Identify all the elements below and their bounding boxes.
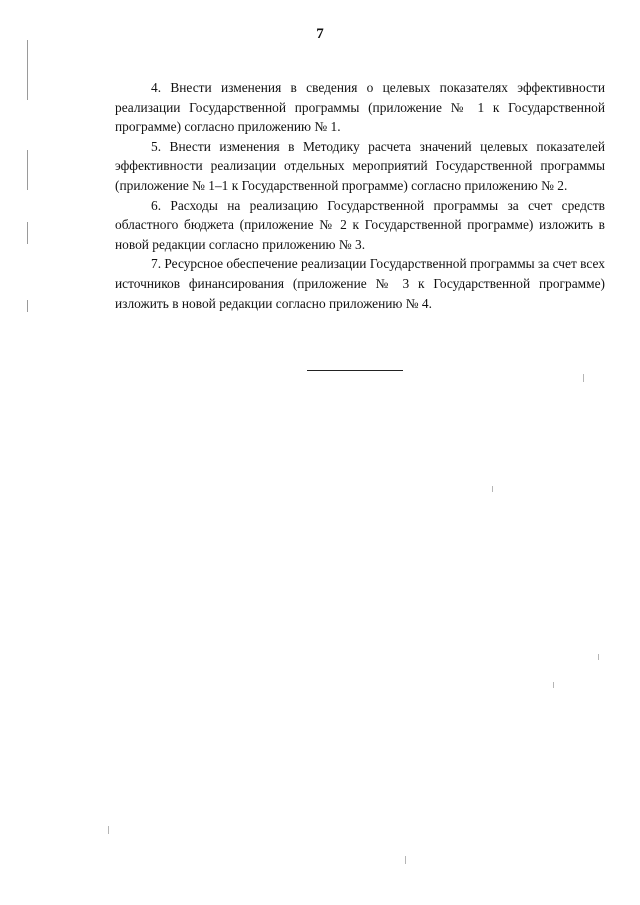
scan-speck	[492, 486, 493, 492]
binding-mark	[27, 300, 28, 312]
paragraph-5: 5. Внести изменения в Методику расчета значений целевых показателей эффективности реализации отдельных мероприятий Государственной программы (приложение № 1–1 к Государственной программе) согласно приложению № 2.	[115, 138, 605, 193]
binding-mark	[27, 150, 28, 190]
binding-mark	[27, 222, 28, 244]
paragraph-4: 4. Внести изменения в сведения о целевых показателях эффективности реализации Государственной программы (приложение № 1 к Государственной программе) согласно приложению № 1.	[115, 80, 605, 135]
paragraph-7: 7. Ресурсное обеспечение реализации Государственной программы за счет всех источников финансирования (приложение № 3 к Государственной программе) изложить в новой редакции согласно приложению № 4.	[115, 256, 605, 311]
paragraph-6: 6. Расходы на реализацию Государственной программы за счет средств областного бюджета (приложение № 2 к Государственной программе) изложить в новой редакции согласно приложению № 3.	[115, 197, 605, 252]
scan-speck	[108, 826, 109, 834]
scan-speck	[405, 856, 406, 864]
page-number: 7	[316, 26, 324, 42]
body-text	[115, 78, 605, 313]
scan-speck	[553, 682, 554, 688]
binding-mark	[27, 40, 28, 100]
closing-rule	[307, 370, 403, 371]
scan-speck	[583, 374, 584, 382]
scan-speck	[598, 654, 599, 660]
